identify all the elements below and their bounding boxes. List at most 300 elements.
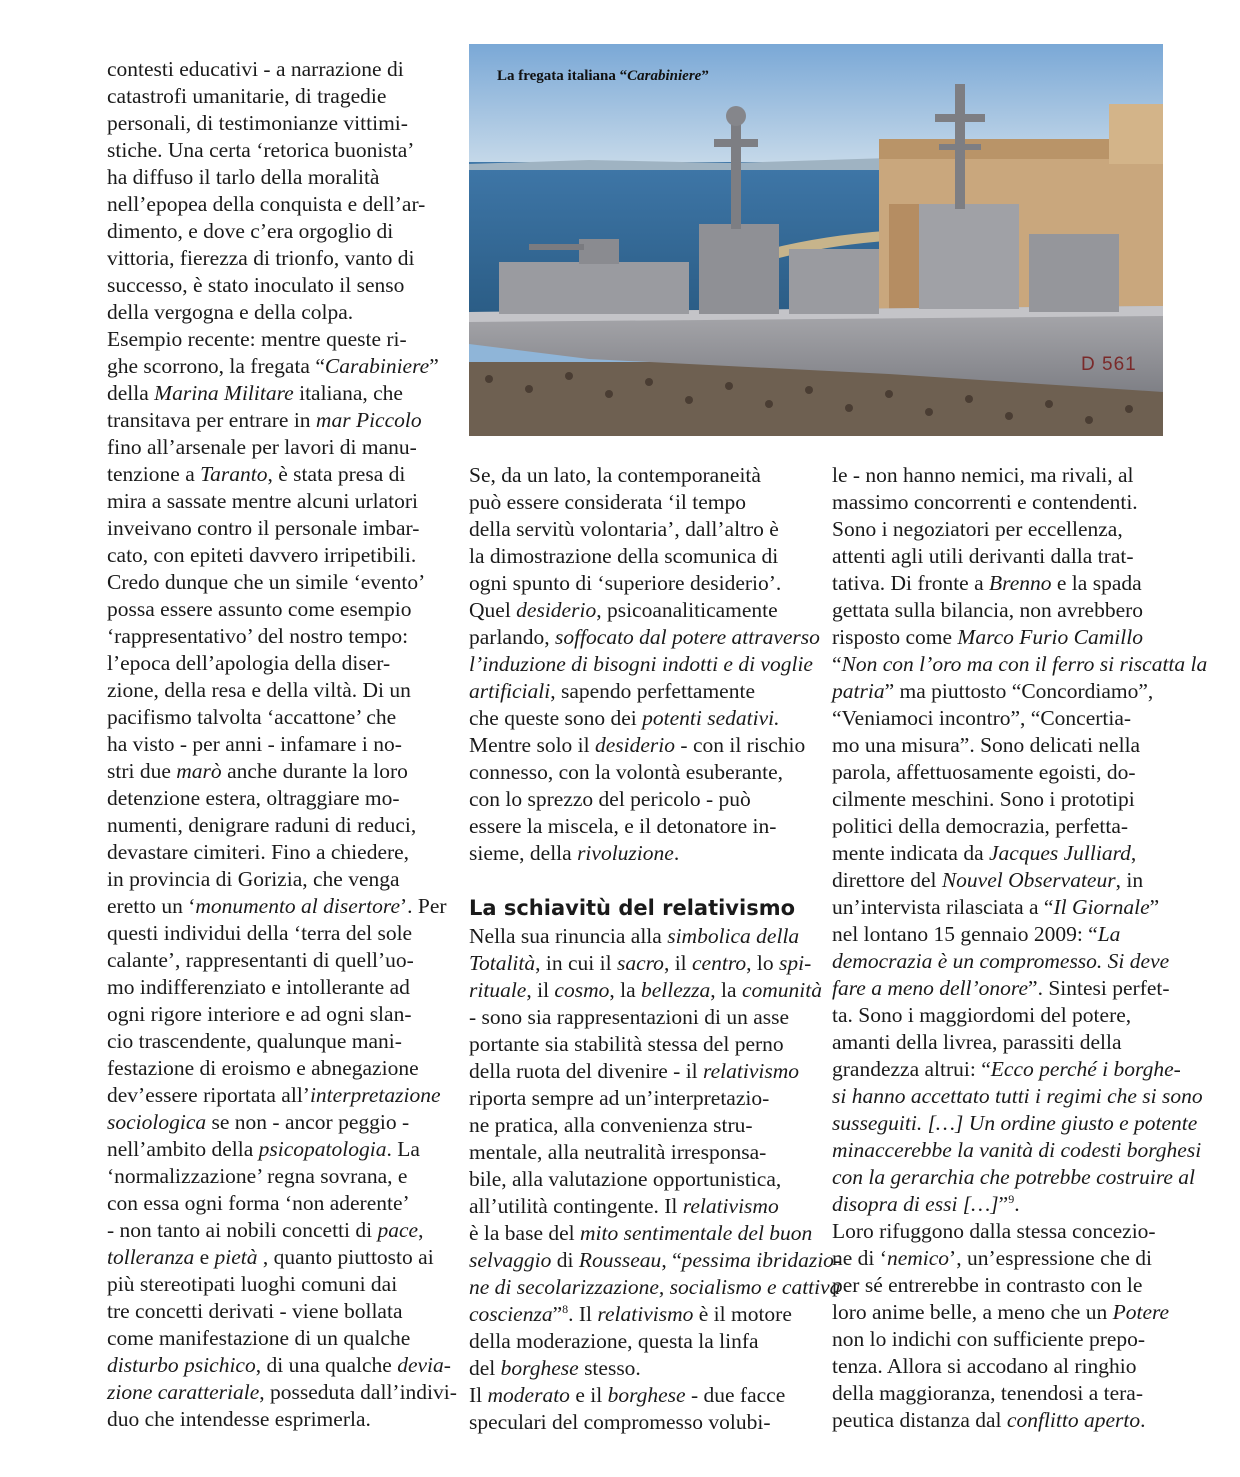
text-span: , quanto piuttosto ai bbox=[257, 1245, 434, 1269]
text-line bbox=[107, 974, 437, 1001]
italic-span: nemico bbox=[886, 1246, 950, 1270]
text-line bbox=[832, 1353, 1172, 1380]
italic-span: conflitto aperto bbox=[1006, 1408, 1141, 1432]
text-line bbox=[107, 650, 437, 677]
italic-span: La bbox=[1097, 922, 1121, 946]
text-line bbox=[832, 462, 1172, 489]
text-line bbox=[832, 1002, 1172, 1029]
text-line bbox=[107, 299, 437, 326]
text-line bbox=[832, 975, 1172, 1002]
text-line bbox=[832, 1056, 1181, 1083]
text-line bbox=[832, 543, 1172, 570]
text-span: cilmente meschini. Sono i prototipi bbox=[832, 787, 1135, 811]
text-line bbox=[469, 543, 804, 570]
text-span: cato, con epiteti davvero irripetibili. bbox=[107, 543, 417, 567]
text-line bbox=[469, 597, 804, 624]
text-line bbox=[832, 624, 1172, 651]
italic-span: Totalità bbox=[469, 951, 536, 975]
text-column-2 bbox=[469, 462, 842, 1436]
text-span: può essere considerata ‘il tempo bbox=[469, 490, 747, 514]
text-line bbox=[832, 1029, 1172, 1056]
text-span: . La bbox=[386, 1137, 420, 1161]
text-line bbox=[832, 1137, 1202, 1164]
text-line bbox=[107, 1217, 437, 1244]
text-span: ogni spunto di ‘superiore desiderio’. bbox=[469, 571, 782, 595]
text-line bbox=[107, 1028, 437, 1055]
text-span: grandezza altrui: “ bbox=[832, 1057, 991, 1081]
text-line bbox=[107, 542, 437, 569]
text-span: vittoria, fierezza di trionfo, vanto di bbox=[107, 246, 415, 270]
text-line bbox=[832, 867, 1172, 894]
text-line bbox=[832, 1218, 1172, 1245]
text-span: ”. Sintesi perfet- bbox=[1028, 976, 1170, 1000]
text-line bbox=[832, 813, 1172, 840]
text-span: - sono sia rappresentazioni di un asse bbox=[469, 1005, 790, 1029]
text-line bbox=[107, 623, 437, 650]
italic-span: ne di secolarizzazione, socialismo e cattiva bbox=[469, 1275, 841, 1299]
text-span: ” bbox=[552, 1302, 563, 1326]
text-span: ‘rappresentativo’ del nostro tempo: bbox=[107, 624, 409, 648]
text-line bbox=[832, 651, 1208, 678]
text-span: . bbox=[1014, 1192, 1020, 1216]
text-line bbox=[832, 516, 1172, 543]
text-line bbox=[107, 677, 437, 704]
text-line bbox=[107, 56, 437, 83]
italic-span: pietà bbox=[214, 1245, 258, 1269]
italic-span: bellezza bbox=[641, 978, 711, 1002]
italic-span: disturbo psichico bbox=[107, 1353, 256, 1377]
text-span: La schiavitù del relativismo bbox=[469, 896, 796, 920]
text-line bbox=[107, 1136, 437, 1163]
text-line bbox=[107, 218, 437, 245]
text-span: mo una misura”. Sono delicati nella bbox=[832, 733, 1141, 757]
text-span: personali, di testimonianze vittimi- bbox=[107, 111, 408, 135]
text-span: . Il bbox=[568, 1302, 598, 1326]
italic-span: pessima ibridazio- bbox=[681, 1248, 842, 1272]
italic-span: interpretazione bbox=[309, 1083, 441, 1107]
text-span: ” bbox=[429, 354, 439, 378]
text-line bbox=[469, 786, 804, 813]
text-span: Se, da un lato, la contemporaneità bbox=[469, 463, 761, 487]
text-span: festazione di eroismo e abnegazione bbox=[107, 1056, 419, 1080]
text-line bbox=[107, 839, 437, 866]
text-span: , la bbox=[609, 978, 642, 1002]
hull-number: D 561 bbox=[1081, 354, 1137, 375]
text-span: Il bbox=[469, 1383, 488, 1407]
text-line bbox=[107, 137, 437, 164]
text-span: , la bbox=[710, 978, 742, 1002]
text-span: Loro rifuggono dalla stessa concezio- bbox=[832, 1219, 1156, 1243]
text-span: Sono i negoziatori per eccellenza, bbox=[832, 517, 1123, 541]
text-line bbox=[107, 1109, 437, 1136]
text-line bbox=[107, 407, 437, 434]
text-span: se non - ancor peggio - bbox=[206, 1110, 410, 1134]
italic-span: tolleranza bbox=[107, 1245, 195, 1269]
text-line bbox=[832, 489, 1172, 516]
frigate-photo bbox=[469, 44, 1163, 436]
text-span: tenza. Allora si accodano al ringhio bbox=[832, 1354, 1137, 1378]
text-line bbox=[832, 678, 1172, 705]
text-span: - due facce bbox=[685, 1383, 786, 1407]
italic-span: sociologica bbox=[107, 1110, 207, 1134]
italic-span: Marina Militare bbox=[154, 381, 294, 405]
text-line bbox=[832, 894, 1172, 921]
text-span: l’epoca dell’apologia della diser- bbox=[107, 651, 391, 675]
text-line bbox=[107, 1082, 441, 1109]
text-line bbox=[832, 840, 1172, 867]
text-line bbox=[832, 1191, 1172, 1218]
text-line bbox=[832, 1407, 1172, 1434]
italic-span: marò bbox=[176, 759, 222, 783]
text-span: essere la miscela, e il detonatore in- bbox=[469, 814, 777, 838]
italic-span: potenti sedativi. bbox=[642, 706, 780, 730]
italic-span: cosmo bbox=[554, 978, 610, 1002]
text-span: della ruota del divenire - il bbox=[469, 1059, 704, 1083]
text-span: è il motore bbox=[693, 1302, 792, 1326]
text-span: Credo dunque che un simile ‘evento’ bbox=[107, 570, 426, 594]
text-span: , è stata presa di bbox=[267, 462, 406, 486]
text-span: . bbox=[1140, 1408, 1146, 1432]
text-span: - con il rischio bbox=[675, 733, 806, 757]
text-span: successo, è stato inoculato il senso bbox=[107, 273, 405, 297]
text-span: mo indifferenziato e intollerante ad bbox=[107, 975, 410, 999]
text-line bbox=[107, 272, 437, 299]
text-line bbox=[469, 1193, 804, 1220]
text-line bbox=[107, 1190, 437, 1217]
italic-span: desiderio bbox=[595, 733, 676, 757]
text-line bbox=[107, 569, 437, 596]
italic-span: simbolica della bbox=[667, 924, 800, 948]
text-span: attenti agli utili derivanti dalla trat- bbox=[832, 544, 1134, 568]
text-span: per sé entrerebbe in contrasto con le bbox=[832, 1273, 1143, 1297]
text-line bbox=[469, 1139, 804, 1166]
text-line bbox=[469, 1355, 804, 1382]
text-line bbox=[832, 759, 1172, 786]
italic-span: minaccerebbe la vanità di codesti borghesi bbox=[832, 1138, 1202, 1162]
text-span: della maggioranza, tenendosi a tera- bbox=[832, 1381, 1144, 1405]
text-span: inveivano contro il personale imbar- bbox=[107, 516, 420, 540]
text-line bbox=[469, 1409, 804, 1436]
text-line bbox=[107, 515, 437, 542]
italic-span: Jacques Julliard bbox=[989, 841, 1131, 865]
italic-span: Taranto bbox=[200, 462, 268, 486]
italic-span: relativismo bbox=[703, 1059, 799, 1083]
italic-span: si hanno accettato tutti i regimi che si sono bbox=[832, 1084, 1203, 1108]
text-span: loro anime belle, a meno che un bbox=[832, 1300, 1113, 1324]
text-span: ha diffuso il tarlo della moralità bbox=[107, 165, 380, 189]
text-span: riporta sempre ad un’interpretazio- bbox=[469, 1086, 770, 1110]
text-line bbox=[832, 705, 1172, 732]
text-span: numenti, denigrare raduni di reduci, bbox=[107, 813, 417, 837]
text-span: e bbox=[194, 1245, 215, 1269]
text-line bbox=[107, 1001, 437, 1028]
text-span: è la base del bbox=[469, 1221, 581, 1245]
text-span: del bbox=[469, 1356, 501, 1380]
text-line bbox=[107, 1163, 437, 1190]
italic-span: Brenno bbox=[989, 571, 1052, 595]
text-span: detenzione estera, oltraggiare mo- bbox=[107, 786, 400, 810]
italic-span: comunità bbox=[741, 978, 822, 1002]
italic-span: Rousseau bbox=[578, 1248, 662, 1272]
footnote-marker: 9 bbox=[1008, 1191, 1015, 1206]
italic-span: Non con l’oro ma con il ferro si riscatta la bbox=[841, 652, 1208, 676]
italic-span: l’induzione di bisogni indotti e di voglie bbox=[469, 652, 813, 676]
text-line bbox=[107, 1325, 437, 1352]
text-span: ta. Sono i maggiordomi del potere, bbox=[832, 1003, 1132, 1027]
text-line bbox=[469, 1058, 804, 1085]
text-span: le - non hanno nemici, ma rivali, al bbox=[832, 463, 1134, 487]
text-line bbox=[107, 380, 437, 407]
italic-span: centro bbox=[692, 951, 747, 975]
italic-span: democrazia è un compromesso. Si deve bbox=[832, 949, 1170, 973]
footnote-marker: 8 bbox=[562, 1301, 569, 1316]
text-line bbox=[832, 1380, 1172, 1407]
text-span: . bbox=[673, 841, 680, 865]
italic-span: psicopatologia bbox=[258, 1137, 387, 1161]
text-line bbox=[469, 651, 813, 678]
italic-span: Marco Furio Camillo bbox=[957, 625, 1143, 649]
text-line bbox=[107, 1244, 437, 1271]
text-span: gettata sulla bilancia, non avrebbero bbox=[832, 598, 1144, 622]
text-line bbox=[107, 596, 437, 623]
text-span: Esempio recente: mentre queste ri- bbox=[107, 327, 407, 351]
italic-span: Carabiniere bbox=[324, 354, 430, 378]
text-span: amanti della livrea, parassiti della bbox=[832, 1030, 1122, 1054]
text-span: e la spada bbox=[1051, 571, 1142, 595]
italic-span: fare a meno dell’onore bbox=[832, 976, 1029, 1000]
text-column-3 bbox=[832, 462, 1208, 1434]
italic-span: Ecco perché i borghe- bbox=[990, 1057, 1181, 1081]
text-line bbox=[107, 1298, 437, 1325]
text-line bbox=[469, 1166, 804, 1193]
text-line bbox=[469, 950, 812, 977]
text-span: “Veniamoci incontro”, “Concertia- bbox=[832, 706, 1132, 730]
text-span: stiche. Una certa ‘retorica buonista’ bbox=[107, 138, 415, 162]
text-line bbox=[469, 1085, 804, 1112]
text-span: , sapendo perfettamente bbox=[550, 679, 755, 703]
text-span: Quel bbox=[469, 598, 517, 622]
text-span: , di una qualche bbox=[255, 1353, 398, 1377]
text-span: , bbox=[1130, 841, 1137, 865]
text-span: contesti educativi - a narrazione di bbox=[107, 57, 404, 81]
text-span: ” bbox=[998, 1192, 1009, 1216]
text-span: parlando, bbox=[469, 625, 555, 649]
text-span: eretto un ‘ bbox=[107, 894, 196, 918]
text-span: ’. Per bbox=[400, 894, 447, 918]
text-line bbox=[469, 923, 804, 950]
text-line bbox=[107, 83, 437, 110]
text-line bbox=[107, 947, 437, 974]
text-line bbox=[832, 1110, 1198, 1137]
italic-span: disopra di essi […] bbox=[832, 1192, 999, 1216]
text-span: della servitù volontaria’, dall’altro è bbox=[469, 517, 779, 541]
text-line bbox=[832, 732, 1172, 759]
italic-span: rivoluzione bbox=[577, 841, 674, 865]
text-span: “ bbox=[832, 652, 842, 676]
italic-span: moderato bbox=[487, 1383, 570, 1407]
text-line bbox=[832, 1083, 1203, 1110]
text-span: speculari del compromesso volubi- bbox=[469, 1410, 771, 1434]
text-line bbox=[832, 921, 1172, 948]
text-span: che queste sono dei bbox=[469, 706, 643, 730]
italic-span: spi- bbox=[779, 951, 812, 975]
text-span: catastrofi umanitarie, di tragedie bbox=[107, 84, 387, 108]
text-span: peutica distanza dal bbox=[832, 1408, 1007, 1432]
italic-span: con la gerarchia che potrebbe costruire al bbox=[832, 1165, 1196, 1189]
text-span: Nella sua rinuncia alla bbox=[469, 924, 668, 948]
text-line bbox=[469, 1220, 813, 1247]
text-line bbox=[107, 704, 437, 731]
italic-span: rituale bbox=[469, 978, 527, 1002]
text-span: mente indicata da bbox=[832, 841, 989, 865]
text-span: direttore del bbox=[832, 868, 942, 892]
text-line bbox=[469, 462, 804, 489]
text-span: portante sia stabilità stessa del perno bbox=[469, 1032, 784, 1056]
text-span: cio trascendente, qualunque mani- bbox=[107, 1029, 402, 1053]
italic-span: borghese bbox=[500, 1356, 579, 1380]
italic-span: sacro bbox=[616, 951, 664, 975]
text-span: tenzione a bbox=[107, 462, 201, 486]
italic-span: Il Giornale bbox=[1053, 895, 1150, 919]
text-span: zione, della resa e della viltà. Di un bbox=[107, 678, 411, 702]
text-line bbox=[107, 1352, 451, 1379]
italic-span: relativismo bbox=[597, 1302, 694, 1326]
text-line bbox=[469, 840, 804, 867]
text-line bbox=[832, 948, 1172, 975]
text-line bbox=[832, 786, 1172, 813]
text-span: ne pratica, alla convenienza stru- bbox=[469, 1113, 753, 1137]
text-line bbox=[107, 488, 437, 515]
italic-span: monumento al disertore bbox=[195, 894, 400, 918]
text-span: ogni rigore interiore e ad ogni slan- bbox=[107, 1002, 412, 1026]
text-span: massimo concorrenti e contendenti. bbox=[832, 490, 1138, 514]
text-line bbox=[832, 1272, 1172, 1299]
text-span: calante’, rappresentanti di quell’uo- bbox=[107, 948, 414, 972]
text-span: della bbox=[107, 381, 155, 405]
text-line bbox=[832, 570, 1172, 597]
text-line bbox=[469, 1004, 804, 1031]
text-line bbox=[107, 1379, 457, 1406]
text-span: parola, affettuosamente egoisti, do- bbox=[832, 760, 1136, 784]
text-span: più stereotipati luoghi comuni dai bbox=[107, 1272, 398, 1296]
italic-span: patria bbox=[832, 679, 885, 703]
text-span: anche durante la loro bbox=[221, 759, 408, 783]
text-line bbox=[469, 516, 804, 543]
text-span: , bbox=[418, 1218, 424, 1242]
text-span: nel lontano 15 gennaio 2009: “ bbox=[832, 922, 1098, 946]
text-line bbox=[469, 813, 804, 840]
text-span: , il bbox=[526, 978, 555, 1002]
italic-span: relativismo bbox=[682, 1194, 779, 1218]
text-span: duo che intendesse esprimerla. bbox=[107, 1407, 371, 1431]
text-span: ghe scorrono, la fregata “ bbox=[107, 354, 325, 378]
text-span: - non tanto ai nobili concetti di bbox=[107, 1218, 378, 1242]
text-span: un’intervista rilasciata a “ bbox=[832, 895, 1054, 919]
text-line bbox=[469, 1301, 804, 1328]
text-line bbox=[832, 1326, 1172, 1353]
italic-span: desiderio bbox=[516, 598, 597, 622]
text-line bbox=[832, 1299, 1172, 1326]
text-line bbox=[469, 759, 804, 786]
italic-span: mito sentimentale del buon bbox=[580, 1221, 813, 1245]
text-span: italiana, che bbox=[293, 381, 403, 405]
text-span: , in cui il bbox=[535, 951, 617, 975]
text-span: , psicoanaliticamente bbox=[596, 598, 778, 622]
italic-span: artificiali bbox=[469, 679, 551, 703]
text-span: , “ bbox=[661, 1248, 682, 1272]
text-span: pacifismo talvolta ‘accattone’ che bbox=[107, 705, 397, 729]
text-line bbox=[469, 1328, 804, 1355]
text-line bbox=[107, 353, 437, 380]
text-span: nell’ambito della bbox=[107, 1137, 259, 1161]
text-line bbox=[107, 812, 437, 839]
text-line bbox=[469, 705, 804, 732]
text-span: mira a sassate mentre alcuni urlatori bbox=[107, 489, 419, 513]
text-span: non lo indichi con sufficiente prepo- bbox=[832, 1327, 1146, 1351]
text-line bbox=[107, 110, 437, 137]
text-span: fino all’arsenale per lavori di manu- bbox=[107, 435, 417, 459]
text-span: ” ma piuttosto “Concordiamo”, bbox=[884, 679, 1154, 703]
italic-span: devia- bbox=[397, 1353, 451, 1377]
italic-span: Potere bbox=[1112, 1300, 1170, 1324]
text-span: all’utilità contingente. Il bbox=[469, 1194, 683, 1218]
italic-span: soffocato dal potere attraverso bbox=[554, 625, 820, 649]
text-span: in provincia di Gorizia, che venga bbox=[107, 867, 400, 891]
text-span: ha visto - per anni - infamare i no- bbox=[107, 732, 402, 756]
text-line bbox=[107, 1271, 437, 1298]
text-span: nell’epopea della conquista e dell’ar- bbox=[107, 192, 426, 216]
italic-span: coscienza bbox=[469, 1302, 553, 1326]
text-span: transitava per entrare in bbox=[107, 408, 316, 432]
text-span: ‘normalizzazione’ regna sovrana, e bbox=[107, 1164, 408, 1188]
text-span: Mentre solo il bbox=[469, 733, 595, 757]
text-span: devastare cimiteri. Fino a chiedere, bbox=[107, 840, 410, 864]
text-line bbox=[469, 1112, 804, 1139]
text-line bbox=[107, 191, 437, 218]
text-span: dimento, e dove c’era orgoglio di bbox=[107, 219, 394, 243]
text-line bbox=[832, 1245, 1172, 1272]
text-span: ’, un’espressione che di bbox=[949, 1246, 1153, 1270]
italic-span: selvaggio bbox=[469, 1248, 552, 1272]
text-span: stri due bbox=[107, 759, 177, 783]
text-span: connesso, con la volontà esuberante, bbox=[469, 760, 784, 784]
italic-span: borghese bbox=[607, 1383, 686, 1407]
text-span: della vergogna e della colpa. bbox=[107, 300, 354, 324]
text-span: dev’essere riportata all’ bbox=[107, 1083, 310, 1107]
italic-span: pace bbox=[377, 1218, 419, 1242]
text-span: mentale, alla neutralità irresponsa- bbox=[469, 1140, 767, 1164]
text-line bbox=[107, 326, 437, 353]
text-span: ” bbox=[1149, 895, 1160, 919]
section-heading bbox=[469, 894, 804, 922]
text-span: ne di ‘ bbox=[832, 1246, 887, 1270]
text-span: questi individui della ‘terra del sole bbox=[107, 921, 413, 945]
italic-span: zione caratteriale bbox=[107, 1380, 260, 1404]
text-line bbox=[469, 570, 804, 597]
text-span: , posseduta dall’indivi- bbox=[259, 1380, 457, 1404]
text-line bbox=[107, 434, 437, 461]
text-line bbox=[107, 758, 437, 785]
text-line bbox=[469, 1247, 842, 1274]
text-span: , il bbox=[663, 951, 693, 975]
text-span: tre concetti derivati - viene bollata bbox=[107, 1299, 403, 1323]
text-span: stesso. bbox=[578, 1356, 641, 1380]
text-span: , lo bbox=[746, 951, 780, 975]
text-span: della moderazione, questa la linfa bbox=[469, 1329, 759, 1353]
text-line bbox=[107, 461, 437, 488]
text-line bbox=[107, 785, 437, 812]
text-span: , in bbox=[1115, 868, 1144, 892]
